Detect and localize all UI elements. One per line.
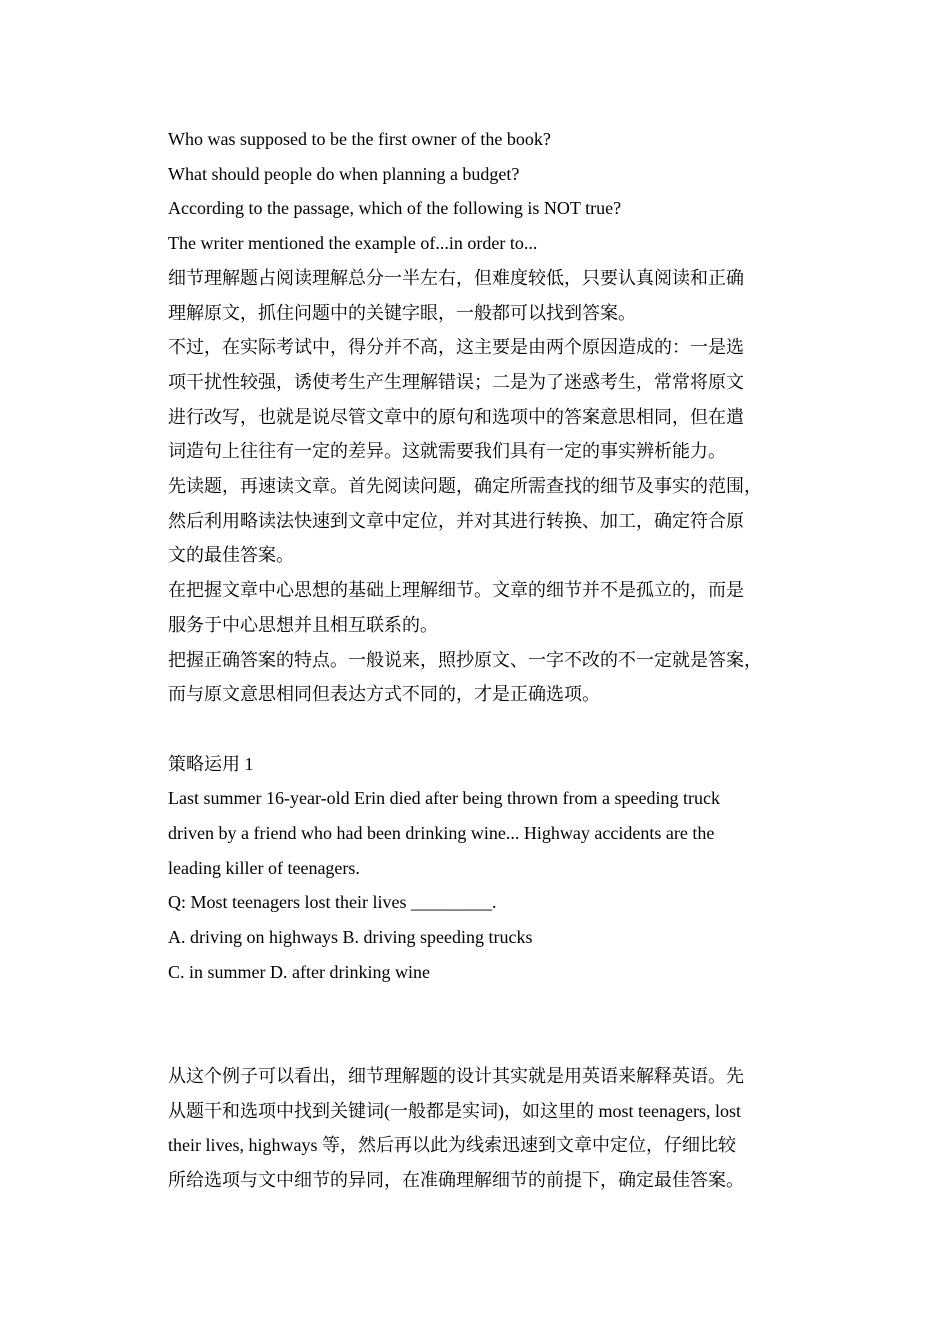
tip-paragraph-2 <box>168 573 798 642</box>
paragraph-line: 进行改写，也就是说尽管文章中的原句和选项中的答案意思相同，但在遣 <box>168 406 744 427</box>
tip-paragraph-3 <box>168 643 798 712</box>
blank-line <box>168 712 798 747</box>
document-page <box>168 122 798 1198</box>
question-item: According to the passage, which of the following is NOT true? <box>168 198 622 219</box>
paragraph-line: 理解原文，抓住问题中的关键字眼，一般都可以找到答案。 <box>168 302 636 323</box>
paragraph-line: 而与原文意思相同但表达方式不同的，才是正确选项。 <box>168 684 600 705</box>
paragraph-line: 服务于中心思想并且相互联系的。 <box>168 614 438 635</box>
blank-lines <box>168 990 798 1059</box>
question-item: What should people do when planning a budget? <box>168 163 520 184</box>
paragraph-line: 然后利用略读法快速到文章中定位，并对其进行转换、加工，确定符合原 <box>168 510 744 531</box>
answer-options-ab: A. driving on highways B. driving speeding trucks <box>168 927 533 948</box>
paragraph-line: 先读题，再速读文章。首先阅读问题，确定所需查找的细节及事实的范围， <box>168 476 762 497</box>
tip-paragraph-1 <box>168 469 798 573</box>
question-item: The writer mentioned the example of...in order to... <box>168 233 538 254</box>
question-item: Who was supposed to be the first owner of the book? <box>168 129 551 149</box>
passage-line: driven by a friend who had been drinking wine... Highway accidents are the <box>168 823 715 844</box>
passage-line: Last summer 16-year-old Erin died after being thrown from a speeding truck <box>168 788 720 809</box>
paragraph-line: 把握正确答案的特点。一般说来，照抄原文、一字不改的不一定就是答案， <box>168 649 762 670</box>
paragraph-line: 细节理解题占阅读理解总分一半左右，但难度较低，只要认真阅读和正确 <box>168 267 744 288</box>
paragraph-line: 从这个例子可以看出，细节理解题的设计其实就是用英语来解释英语。先 <box>168 1065 744 1086</box>
paragraph-line: 从题干和选项中找到关键词(一般都是实词)，如这里的 most teenagers, lost <box>168 1100 741 1121</box>
paragraph-line: 所给选项与文中细节的异同，在准确理解细节的前提下，确定最佳答案。 <box>168 1170 744 1191</box>
section-heading: 策略运用 1 <box>168 753 254 774</box>
paragraph-line: 项干扰性较强，诱使考生产生理解错误；二是为了迷惑考生，常常将原文 <box>168 371 744 392</box>
question-list <box>168 122 798 261</box>
conclusion-paragraph <box>168 1059 798 1198</box>
paragraph-line: 不过，在实际考试中，得分并不高，这主要是由两个原因造成的：一是选 <box>168 337 744 358</box>
intro-paragraph-2 <box>168 330 798 469</box>
paragraph-line: their lives, highways 等，然后再以此为线索迅速到文章中定位，仔细比较 <box>168 1135 736 1156</box>
paragraph-line: 词造句上往往有一定的差异。这就需要我们具有一定的事实辨析能力。 <box>168 441 726 462</box>
paragraph-line: 文的最佳答案。 <box>168 545 294 566</box>
passage-line: leading killer of teenagers. <box>168 857 360 878</box>
example-question: Q: Most teenagers lost their lives _________. <box>168 892 497 913</box>
strategy-section <box>168 747 798 990</box>
answer-options-cd: C. in summer D. after drinking wine <box>168 961 430 982</box>
paragraph-line: 在把握文章中心思想的基础上理解细节。文章的细节并不是孤立的，而是 <box>168 580 744 601</box>
intro-paragraph-1 <box>168 261 798 330</box>
